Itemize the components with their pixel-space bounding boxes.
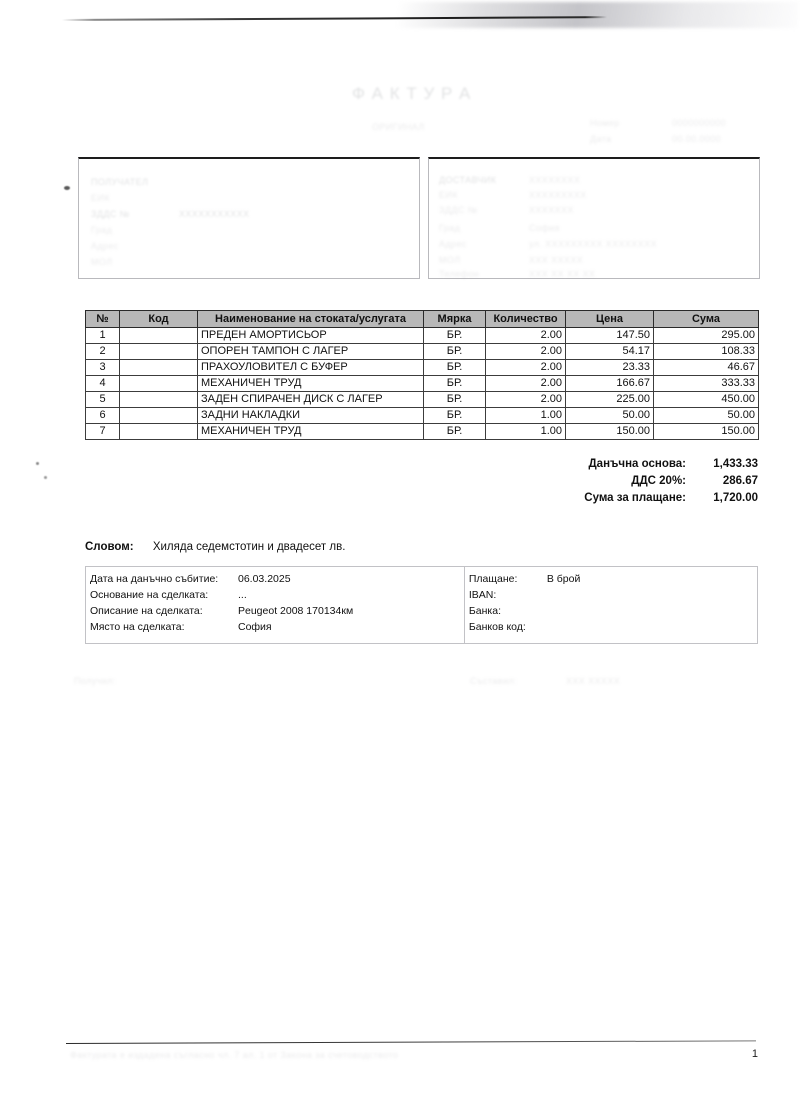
total-due-label: Сума за плащане:: [584, 492, 686, 504]
cell-name: ЗАДЕН СПИРАЧЕН ДИСК С ЛАГЕР: [198, 392, 424, 408]
cell-unit: БР.: [424, 424, 486, 440]
cell-sum: 150.00: [654, 424, 759, 440]
faded-recipient-line: ЕИК: [439, 190, 458, 200]
tax-base-label: Данъчна основа:: [588, 458, 686, 470]
cell-name: МЕХАНИЧЕН ТРУД: [198, 424, 424, 440]
table-header-row: [86, 311, 759, 328]
column-header-qty: Количество: [486, 311, 566, 328]
cell-price: 225.00: [566, 392, 654, 408]
faded-recipient-line: МОЛ: [439, 255, 461, 265]
cell-price: 23.33: [566, 360, 654, 376]
total-due-row: [470, 492, 758, 509]
faded-signature-line: Получил:: [74, 676, 116, 686]
faded-recipient-line: XXXXXXXXX: [529, 190, 587, 200]
cell-unit: БР.: [424, 392, 486, 408]
table-row: [86, 408, 759, 424]
detail-value: Peugeot 2008 170134км: [238, 605, 354, 617]
detail-row-grounds: [90, 587, 464, 603]
table-row: [86, 392, 759, 408]
detail-label: Банка:: [468, 605, 501, 617]
cell-no: 5: [86, 392, 120, 408]
faded-header-date-value: 00.00.0000: [672, 134, 722, 144]
table-row: [86, 328, 759, 344]
faded-header-number-value: 0000000000: [672, 118, 727, 128]
faded-supplier-line: МОЛ: [91, 257, 113, 267]
column-header-unit: Мярка: [424, 311, 486, 328]
cell-no: 7: [86, 424, 120, 440]
footer-divider: [66, 1040, 756, 1044]
detail-label: Банков код:: [468, 621, 526, 633]
column-header-sum: Сума: [654, 311, 759, 328]
faded-supplier-line: ЗДДС №: [91, 209, 130, 219]
cell-sum: 333.33: [654, 376, 759, 392]
faded-recipient-line: Телефон: [439, 269, 480, 279]
faded-recipient-line: ЗДДС №: [439, 205, 478, 215]
detail-row-description: [90, 603, 464, 619]
cell-sum: 450.00: [654, 392, 759, 408]
detail-row-tax-event-date: [90, 571, 464, 587]
table-row: [86, 344, 759, 360]
faded-recipient-line: XXXXXXXX: [529, 175, 581, 185]
cell-qty: 2.00: [486, 344, 566, 360]
cell-code: [120, 392, 198, 408]
faded-recipient-line: XXXXXXX: [529, 205, 574, 215]
cell-name: ЗАДНИ НАКЛАДКИ: [198, 408, 424, 424]
cell-sum: 108.33: [654, 344, 759, 360]
cell-unit: БР.: [424, 360, 486, 376]
cell-code: [120, 424, 198, 440]
detail-value: В брой: [546, 573, 581, 585]
detail-label: Място на сделката:: [90, 621, 185, 633]
detail-row-payment-method: [469, 571, 757, 587]
tax-base-value: 1,433.33: [713, 458, 758, 470]
faded-footer-note: Фактурата е издадена съгласно чл. 7 ал. 1 от Закона за счетоводството: [70, 1050, 399, 1060]
vat-label: ДДС 20%:: [631, 475, 686, 487]
cell-price: 166.67: [566, 376, 654, 392]
cell-price: 50.00: [566, 408, 654, 424]
cell-qty: 1.00: [486, 424, 566, 440]
detail-value: 06.03.2025: [238, 573, 291, 585]
cell-no: 6: [86, 408, 120, 424]
faded-recipient-line: ДОСТАВЧИК: [439, 175, 497, 185]
detail-label: Основание на сделката:: [90, 589, 209, 601]
cell-name: ПРЕДЕН АМОРТИСЬОР: [198, 328, 424, 344]
scan-smudge-artifact: [398, 2, 798, 28]
cell-no: 2: [86, 344, 120, 360]
amount-in-words-label: Словом:: [85, 541, 134, 553]
recipient-box: [428, 157, 760, 279]
cell-no: 4: [86, 376, 120, 392]
faded-recipient-line: Град: [439, 223, 461, 233]
vat-value: 286.67: [722, 475, 758, 487]
faded-supplier-line: ЕИК: [91, 193, 110, 203]
detail-label: Описание на сделката:: [90, 605, 203, 617]
column-header-price: Цена: [566, 311, 654, 328]
detail-value: ...: [238, 589, 247, 601]
column-header-name: Наименование на стоката/услугата: [198, 311, 424, 328]
invoice-items-table: [85, 310, 759, 440]
detail-label: Плащане:: [468, 573, 518, 585]
detail-row-place: [90, 619, 464, 635]
cell-qty: 2.00: [486, 392, 566, 408]
detail-label: IBAN:: [468, 589, 497, 601]
cell-unit: БР.: [424, 408, 486, 424]
transaction-details-left: [86, 567, 465, 643]
detail-row-iban: [469, 587, 757, 603]
cell-price: 147.50: [566, 328, 654, 344]
cell-unit: БР.: [424, 376, 486, 392]
faded-header-date-label: Дата: [590, 134, 612, 144]
detail-label: Дата на данъчно събитие:: [90, 573, 219, 585]
faded-recipient-line: Адрес: [439, 239, 467, 249]
amount-in-words: [85, 541, 345, 553]
cell-sum: 295.00: [654, 328, 759, 344]
cell-code: [120, 360, 198, 376]
cell-code: [120, 376, 198, 392]
faded-recipient-line: София: [529, 223, 560, 233]
cell-no: 3: [86, 360, 120, 376]
faded-supplier-line: Адрес: [91, 241, 119, 251]
cell-name: ПРАХОУЛОВИТЕЛ С БУФЕР: [198, 360, 424, 376]
cell-price: 150.00: [566, 424, 654, 440]
payment-details-right: [465, 567, 757, 643]
cell-sum: 46.67: [654, 360, 759, 376]
cell-code: [120, 344, 198, 360]
cell-price: 54.17: [566, 344, 654, 360]
cell-sum: 50.00: [654, 408, 759, 424]
column-header-no: №: [86, 311, 120, 328]
detail-row-bank: [469, 603, 757, 619]
detail-row-bank-code: [469, 619, 757, 635]
totals-section: [470, 458, 758, 509]
faded-header-number-label: Номер: [590, 118, 620, 128]
faded-recipient-line: ул. XXXXXXXXX XXXXXXXX: [529, 239, 657, 249]
faded-signature-line: Съставил:: [470, 676, 517, 686]
faded-recipient-line: XXX XXXXX: [529, 255, 584, 265]
cell-name: МЕХАНИЧЕН ТРУД: [198, 376, 424, 392]
vat-row: [470, 475, 758, 492]
faded-supplier-line: Град: [91, 225, 113, 235]
faded-header-subtitle: ОРИГИНАЛ: [372, 122, 425, 132]
total-due-value: 1,720.00: [713, 492, 758, 504]
table-body: [86, 328, 759, 440]
page-number: 1: [751, 1048, 758, 1060]
detail-value: София: [238, 621, 272, 633]
column-header-code: Код: [120, 311, 198, 328]
table-row: [86, 376, 759, 392]
table-row: [86, 424, 759, 440]
faded-supplier-line: ПОЛУЧАТЕЛ: [91, 177, 149, 187]
scan-speck-artifact: [36, 462, 39, 465]
cell-qty: 1.00: [486, 408, 566, 424]
cell-no: 1: [86, 328, 120, 344]
cell-name: ОПОРЕН ТАМПОН С ЛАГЕР: [198, 344, 424, 360]
scan-speck-artifact: [44, 476, 47, 479]
amount-in-words-value: Хиляда седемстотин и двадесет лв.: [152, 541, 346, 553]
faded-supplier-line: XXXXXXXXXXX: [179, 209, 250, 219]
cell-unit: БР.: [424, 328, 486, 344]
cell-code: [120, 408, 198, 424]
faded-signature-line: XXX XXXXX: [566, 676, 621, 686]
supplier-box: [78, 157, 420, 279]
table-row: [86, 360, 759, 376]
transaction-details-box: [85, 566, 758, 644]
cell-qty: 2.00: [486, 360, 566, 376]
tax-base-row: [470, 458, 758, 475]
faded-recipient-line: XXX XX XX XX: [529, 269, 596, 279]
scan-speck-artifact: [64, 186, 70, 190]
cell-qty: 2.00: [486, 328, 566, 344]
cell-qty: 2.00: [486, 376, 566, 392]
cell-code: [120, 328, 198, 344]
faded-header-title: Ф А К Т У Р А: [352, 84, 472, 103]
cell-unit: БР.: [424, 344, 486, 360]
